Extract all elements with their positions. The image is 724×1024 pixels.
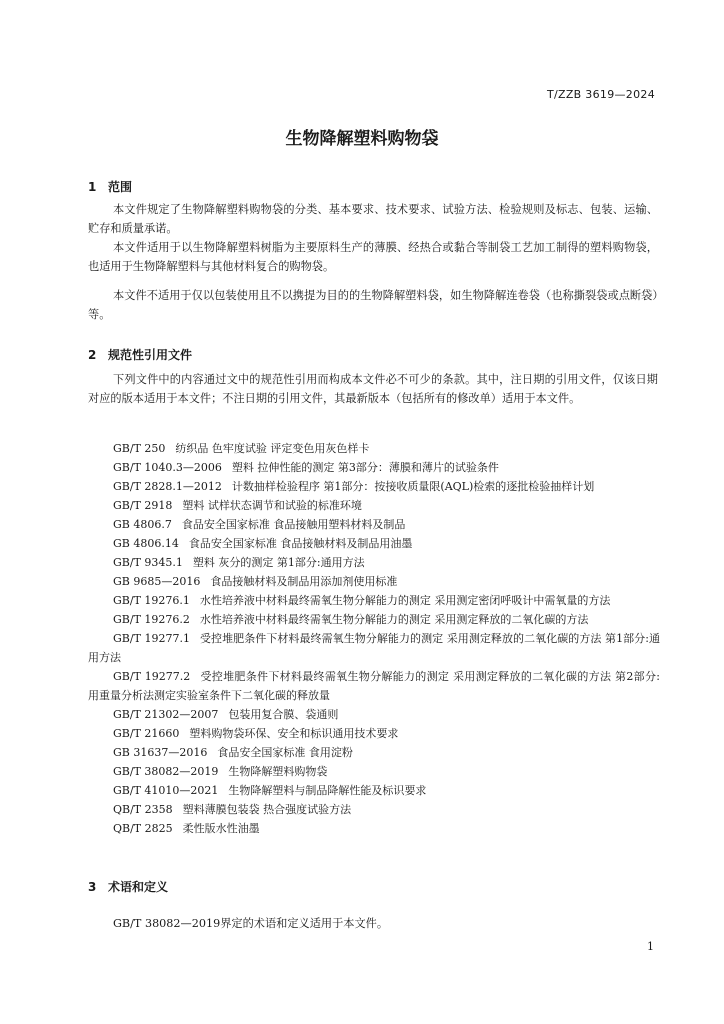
scope-paragraph: 本文件不适用于仅以包装使用且不以携提为目的的生物降解塑料袋，如生物降解连卷袋（也称撕裂袋或点断袋）等。 bbox=[88, 289, 658, 321]
reference-item bbox=[88, 458, 660, 477]
reference-item bbox=[88, 819, 660, 838]
reference-title: 塑料 试样状态调节和试验的标准环境 bbox=[182, 499, 362, 512]
reference-item bbox=[88, 439, 660, 458]
reference-title: 生物降解塑料购物袋 bbox=[228, 765, 328, 778]
reference-item bbox=[88, 496, 660, 515]
reference-title: 塑料 灰分的测定 第1部分:通用方法 bbox=[192, 556, 365, 569]
reference-title: 食品安全国家标准 食用淀粉 bbox=[217, 746, 353, 759]
reference-code: GB/T 19277.1 bbox=[113, 632, 190, 645]
reference-item bbox=[88, 553, 660, 572]
reference-item bbox=[88, 610, 660, 629]
reference-code: GB/T 2918 bbox=[113, 499, 173, 512]
reference-code: QB/T 2358 bbox=[113, 803, 173, 816]
section-number: 2 bbox=[88, 348, 97, 362]
terms-paragraph: GB/T 38082—2019界定的术语和定义适用于本文件。 bbox=[113, 917, 389, 930]
reference-item bbox=[88, 572, 660, 591]
reference-title: 受控堆肥条件下材料最终需氧生物分解能力的测定 采用测定释放的二氧化碳的方法 第2部分: 用重量分析法测定实验室条件下二氧化碳的释放量 bbox=[88, 670, 660, 702]
reference-code: GB/T 9345.1 bbox=[113, 556, 183, 569]
reference-item bbox=[88, 534, 660, 553]
reference-code: GB/T 21302—2007 bbox=[113, 708, 219, 721]
section-heading-scope bbox=[88, 178, 132, 195]
document-title: 生物降解塑料购物袋 bbox=[285, 129, 439, 149]
reference-code: GB/T 250 bbox=[113, 442, 166, 455]
reference-item bbox=[88, 667, 660, 705]
scope-paragraph: 本文件规定了生物降解塑料购物袋的分类、基本要求、技术要求、试验方法、检验规则及标志、包装、运输、贮存和质量承诺。 bbox=[88, 203, 658, 235]
reference-item bbox=[88, 743, 660, 762]
reference-code: GB/T 19277.2 bbox=[113, 670, 191, 683]
reference-item bbox=[88, 800, 660, 819]
reference-item bbox=[88, 515, 660, 534]
section-heading-normative-references bbox=[88, 346, 192, 363]
reference-code: GB 31637—2016 bbox=[113, 746, 208, 759]
reference-code: GB 4806.7 bbox=[113, 518, 172, 531]
reference-code: GB/T 38082—2019 bbox=[113, 765, 219, 778]
section-title: 术语和定义 bbox=[108, 880, 169, 894]
standard-code: T/ZZB 3619—2024 bbox=[546, 88, 655, 101]
reference-title: 受控堆肥条件下材料最终需氧生物分解能力的测定 采用测定释放的二氧化碳的方法 第1部分:通用方法 bbox=[88, 632, 660, 664]
reference-title: 食品接触材料及制品用添加剂使用标准 bbox=[210, 575, 398, 588]
reference-item bbox=[88, 477, 660, 496]
reference-code: GB/T 19276.2 bbox=[113, 613, 190, 626]
reference-title: 水性培养液中材料最终需氧生物分解能力的测定 采用测定释放的二氧化碳的方法 bbox=[199, 613, 589, 626]
reference-item bbox=[88, 629, 660, 667]
reference-title: 计数抽样检验程序 第1部分：按接收质量限(AQL)检索的逐批检验抽样计划 bbox=[231, 480, 595, 493]
section-heading-terms-definitions bbox=[88, 878, 168, 895]
reference-code: GB/T 19276.1 bbox=[113, 594, 190, 607]
reference-code: GB/T 41010—2021 bbox=[113, 784, 219, 797]
reference-title: 塑料 拉伸性能的测定 第3部分：薄膜和薄片的试验条件 bbox=[231, 461, 499, 474]
scope-paragraph: 本文件适用于以生物降解塑料树脂为主要原料生产的薄膜、经热合或黏合等制袋工艺加工制得的塑料购物袋，也适用于生物降解塑料与其他材料复合的购物袋。 bbox=[88, 241, 658, 273]
reference-list bbox=[88, 439, 660, 838]
reference-title: 生物降解塑料与制品降解性能及标识要求 bbox=[228, 784, 427, 797]
section-title: 范围 bbox=[108, 180, 133, 194]
reference-code: GB 4806.14 bbox=[113, 537, 179, 550]
reference-title: 塑料购物袋环保、安全和标识通用技术要求 bbox=[189, 727, 399, 740]
reference-title: 柔性版水性油墨 bbox=[182, 822, 260, 835]
reference-code: GB/T 21660 bbox=[113, 727, 180, 740]
references-intro: 下列文件中的内容通过文中的规范性引用而构成本文件必不可少的条款。其中，注日期的引用文件，仅该日期对应的版本适用于本文件；不注日期的引用文件，其最新版本（包括所有的修改单）适用于本文件。 bbox=[88, 373, 658, 405]
reference-code: GB/T 1040.3—2006 bbox=[113, 461, 222, 474]
reference-code: GB/T 2828.1—2012 bbox=[113, 480, 222, 493]
reference-title: 食品安全国家标准 食品接触材料及制品用油墨 bbox=[188, 537, 413, 550]
reference-title: 水性培养液中材料最终需氧生物分解能力的测定 采用测定密闭呼吸计中需氧量的方法 bbox=[199, 594, 611, 607]
page-number: 1 bbox=[647, 940, 654, 953]
reference-code: QB/T 2825 bbox=[113, 822, 173, 835]
reference-item bbox=[88, 781, 660, 800]
reference-title: 包装用复合膜、袋通则 bbox=[228, 708, 339, 721]
section-number: 1 bbox=[88, 180, 97, 194]
reference-item bbox=[88, 591, 660, 610]
reference-title: 食品安全国家标准 食品接触用塑料材料及制品 bbox=[181, 518, 406, 531]
reference-code: GB 9685—2016 bbox=[113, 575, 201, 588]
reference-title: 纺织品 色牢度试验 评定变色用灰色样卡 bbox=[175, 442, 370, 455]
reference-item bbox=[88, 705, 660, 724]
reference-item bbox=[88, 762, 660, 781]
reference-title: 塑料薄膜包装袋 热合强度试验方法 bbox=[182, 803, 352, 816]
reference-item bbox=[88, 724, 660, 743]
section-title: 规范性引用文件 bbox=[108, 348, 193, 362]
section-number: 3 bbox=[88, 880, 97, 894]
